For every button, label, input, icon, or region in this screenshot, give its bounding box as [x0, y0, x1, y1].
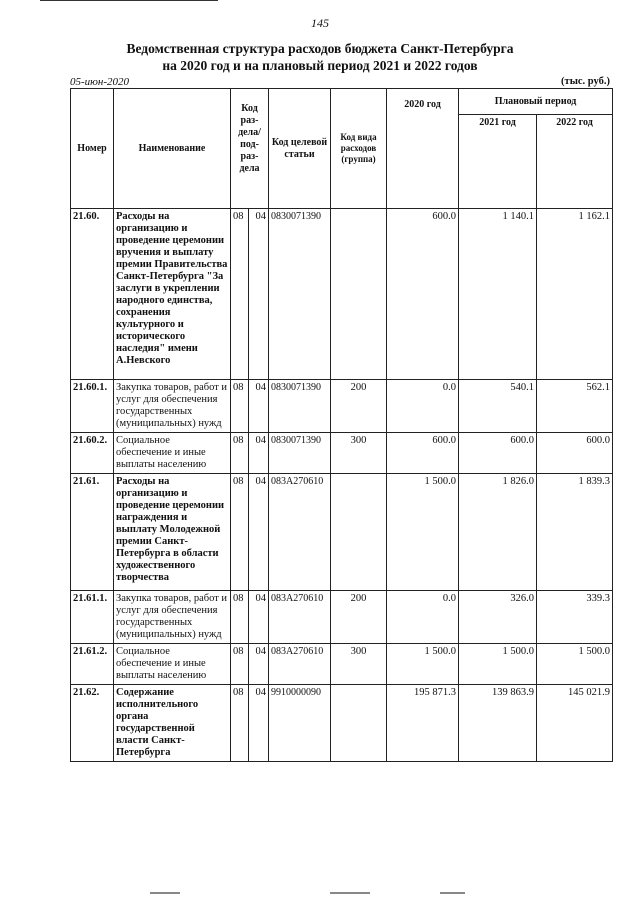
row-amount-2020: 195 871.3: [387, 685, 459, 762]
row-expense-type: [331, 474, 387, 591]
row-amount-2020: 1 500.0: [387, 644, 459, 685]
row-target-code: 083A270610: [269, 474, 331, 591]
row-amount-2020: 0.0: [387, 591, 459, 644]
page-number: 145: [311, 16, 329, 30]
row-name: Социальное обеспечение и иные выплаты населению: [114, 433, 231, 474]
document-title: [0, 40, 640, 74]
row-amount-2021: 1 826.0: [459, 474, 537, 591]
header-target-code: Код целевой статьи: [269, 89, 331, 209]
header-name: Наименование: [114, 89, 231, 209]
row-target-code: 0830071390: [269, 209, 331, 380]
row-subsection: 04: [249, 644, 269, 685]
row-amount-2020: 600.0: [387, 433, 459, 474]
table-row: [71, 474, 613, 591]
row-subsection: 04: [249, 380, 269, 433]
row-section: 08: [231, 591, 249, 644]
row-subsection: 04: [249, 474, 269, 591]
header-year-2021: 2021 год: [459, 115, 537, 209]
row-number: 21.61.1.: [71, 591, 114, 644]
row-amount-2021: 1 140.1: [459, 209, 537, 380]
table-row: [71, 644, 613, 685]
row-expense-type: [331, 209, 387, 380]
row-expense-type: 200: [331, 591, 387, 644]
row-subsection: 04: [249, 591, 269, 644]
budget-table: [70, 88, 613, 762]
table-row: [71, 591, 613, 644]
row-section: 08: [231, 380, 249, 433]
row-target-code: 0830071390: [269, 380, 331, 433]
row-target-code: 083A270610: [269, 591, 331, 644]
row-amount-2021: 139 863.9: [459, 685, 537, 762]
row-amount-2021: 1 500.0: [459, 644, 537, 685]
header-number: Номер: [71, 89, 114, 209]
row-amount-2022: 1 162.1: [537, 209, 613, 380]
row-subsection: 04: [249, 685, 269, 762]
row-amount-2022: 145 021.9: [537, 685, 613, 762]
row-target-code: 0830071390: [269, 433, 331, 474]
scan-artifact: [330, 892, 370, 894]
header-year-2022: 2022 год: [537, 115, 613, 209]
scan-artifact: [440, 892, 465, 894]
row-expense-type: 200: [331, 380, 387, 433]
row-number: 21.62.: [71, 685, 114, 762]
top-rule-line: [40, 0, 218, 1]
row-name: Закупка товаров, работ и услуг для обеспечения государственных (муниципальных) нужд: [114, 591, 231, 644]
row-number: 21.60.1.: [71, 380, 114, 433]
title-line-2: на 2020 год и на плановый период 2021 и 2022 годов: [162, 58, 478, 73]
row-target-code: 083A270610: [269, 644, 331, 685]
table-row: [71, 685, 613, 762]
row-amount-2021: 600.0: [459, 433, 537, 474]
row-subsection: 04: [249, 209, 269, 380]
row-name: Содержание исполнительного органа государственной власти Санкт-Петербурга: [114, 685, 231, 762]
row-number: 21.60.2.: [71, 433, 114, 474]
row-number: 21.61.2.: [71, 644, 114, 685]
row-section: 08: [231, 433, 249, 474]
row-section: 08: [231, 474, 249, 591]
row-section: 08: [231, 644, 249, 685]
table-row: [71, 209, 613, 380]
row-amount-2020: 1 500.0: [387, 474, 459, 591]
row-name: Расходы на организацию и проведение церемонии награждения и выплату Молодежной премии Санкт-Петербурга в области художественного творчества: [114, 474, 231, 591]
row-name: Социальное обеспечение и иные выплаты населению: [114, 644, 231, 685]
scan-artifact: [150, 892, 180, 894]
row-expense-type: 300: [331, 433, 387, 474]
row-target-code: 9910000090: [269, 685, 331, 762]
header-row-top: [71, 89, 613, 115]
row-name: Закупка товаров, работ и услуг для обеспечения государственных (муниципальных) нужд: [114, 380, 231, 433]
row-section: 08: [231, 685, 249, 762]
row-amount-2021: 326.0: [459, 591, 537, 644]
header-section-code: Код раз-дела/ под-раз-дела: [231, 89, 269, 209]
row-amount-2020: 600.0: [387, 209, 459, 380]
row-number: 21.61.: [71, 474, 114, 591]
row-number: 21.60.: [71, 209, 114, 380]
row-amount-2022: 1 500.0: [537, 644, 613, 685]
table-row: [71, 380, 613, 433]
row-section: 08: [231, 209, 249, 380]
table-row: [71, 433, 613, 474]
title-line-1: Ведомственная структура расходов бюджета Санкт-Петербурга: [126, 41, 514, 56]
row-expense-type: [331, 685, 387, 762]
row-amount-2021: 540.1: [459, 380, 537, 433]
row-name: Расходы на организацию и проведение церемонии вручения и выплату премии Правительства Санкт-Петербурга "За заслуги в укреплении народного единства, сохранения культурного и исторического наследия" имени А.Невского: [114, 209, 231, 380]
header-expense-type: Код вида расходов (группа): [331, 89, 387, 209]
row-amount-2022: 562.1: [537, 380, 613, 433]
row-amount-2022: 1 839.3: [537, 474, 613, 591]
header-planned-period: Плановый период: [459, 89, 613, 115]
header-year-2020: 2020 год: [387, 89, 459, 209]
row-amount-2020: 0.0: [387, 380, 459, 433]
row-expense-type: 300: [331, 644, 387, 685]
row-amount-2022: 600.0: [537, 433, 613, 474]
document-date: 05-июн-2020: [70, 76, 130, 88]
unit-label: (тыс. руб.): [561, 76, 610, 87]
row-amount-2022: 339.3: [537, 591, 613, 644]
row-subsection: 04: [249, 433, 269, 474]
